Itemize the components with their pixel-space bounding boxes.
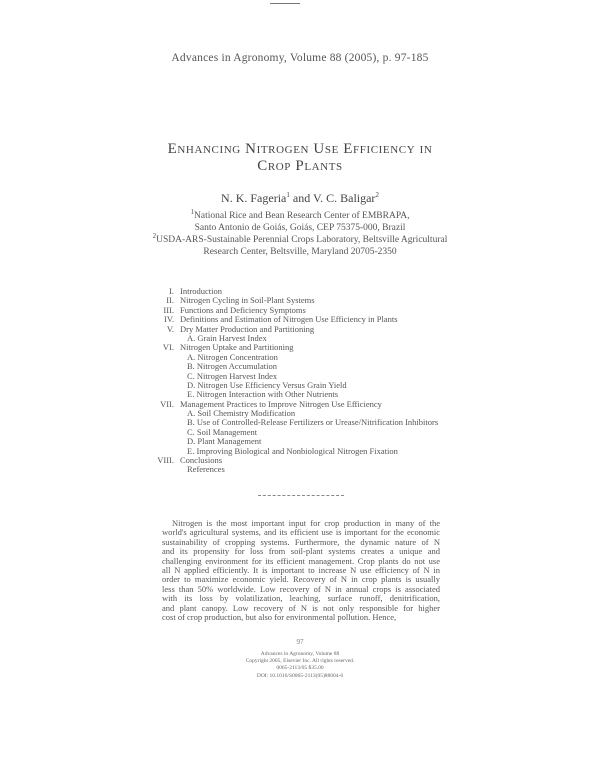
- toc-entry-number: VIII.: [157, 455, 174, 466]
- author-joiner: and: [289, 191, 313, 205]
- abstract-line: all N applied efficiently. It is important to increase N use efficiency of N in: [162, 566, 440, 576]
- affiliation-mark: 1: [190, 207, 195, 216]
- section-divider: [258, 495, 344, 496]
- toc-entry-title: B. Use of Controlled-Release Fertilizers or Urease/Nitrification Inhibitors: [187, 417, 439, 428]
- abstract-line: and plant canopy. Low recovery of N is not only responsible for higher: [162, 603, 440, 613]
- journal-citation: Advances in Agronomy, Volume 88 (2005), p. 97-185: [171, 52, 429, 64]
- abstract-paragraph: [162, 519, 440, 622]
- author-affiliation-mark: 1: [286, 191, 290, 199]
- abstract-line: sustainability of cropping systems. Furthermore, the dynamic nature of N: [162, 537, 440, 547]
- page-number: 97: [296, 638, 304, 646]
- toc-entry-title: C. Soil Management: [187, 426, 258, 437]
- author-list: [0, 191, 600, 206]
- toc-entry-title: A. Soil Chemistry Modification: [187, 408, 296, 419]
- affiliation-line: [0, 207, 600, 222]
- affiliation-text: National Rice and Bean Research Center of EMBRAPA,: [194, 211, 410, 221]
- toc-entry-number: V.: [166, 323, 174, 334]
- footer-line: Advances in Agronomy, Volume 88: [260, 651, 340, 657]
- toc-entry-title: A. Grain Harvest Index: [187, 332, 267, 343]
- toc-entry: [150, 465, 440, 474]
- abstract-line: and its propensity for loss from soil-plant systems creates a unique and: [162, 547, 440, 557]
- toc-entry-title: Nitrogen Uptake and Partitioning: [180, 342, 294, 353]
- footer-line: DOI: 10.1016/S0065-2113(05)88004-6: [256, 673, 344, 679]
- toc-entry-title: D. Nitrogen Use Efficiency Versus Grain Yield: [187, 379, 347, 390]
- abstract-line: challenging environment for its efficient management. Crop plants do not use: [162, 556, 440, 566]
- toc-entry-number: VII.: [160, 398, 174, 409]
- paper-title-line-1: Enhancing Nitrogen Use Efficiency in: [167, 141, 433, 157]
- toc-entry-title: B. Nitrogen Accumulation: [187, 361, 277, 372]
- footer-line: Copyright 2005, Elsevier Inc. All rights reserved.: [245, 658, 355, 664]
- toc-entry-title: D. Plant Management: [187, 436, 262, 447]
- toc-entry-title: Nitrogen Cycling in Soil-Plant Systems: [180, 295, 315, 306]
- toc-entry-number: I.: [169, 286, 174, 296]
- author-affiliation-mark: 2: [375, 191, 379, 199]
- toc-entry-number: IV.: [164, 314, 174, 325]
- affiliation-text: Santo Antonio de Goiás, Goiás, CEP 75375-000, Brazil: [194, 223, 406, 233]
- toc-entry-number: VI.: [162, 342, 174, 353]
- toc-entry-title: Functions and Deficiency Symptoms: [180, 304, 306, 315]
- toc-entry-title: Management Practices to Improve Nitrogen Use Efficiency: [180, 398, 382, 409]
- toc-entry-title: A. Nitrogen Concentration: [187, 351, 278, 362]
- affiliation-line: [0, 222, 600, 234]
- toc-entry-title: Introduction: [180, 286, 223, 296]
- abstract-line: world's agricultural systems, and its efficient use is important for the economic: [162, 528, 440, 538]
- toc-entry-number: III.: [163, 304, 174, 315]
- toc-entry-title: E. Improving Biological and Nonbiological Nitrogen Fixation: [187, 445, 398, 456]
- toc-entry-title: Definitions and Estimation of Nitrogen Use Efficiency in Plants: [180, 314, 398, 325]
- footer-line: 0065-2113/05 $35.00: [276, 665, 324, 671]
- author-name: V. C. Baligar: [312, 191, 376, 205]
- toc-entry-title: References: [187, 464, 225, 475]
- abstract-line: order to maximize economic yield. Recovery of N in crop plants is usually: [162, 575, 440, 585]
- paper-title-line-2: Crop Plants: [257, 158, 343, 174]
- affiliation-line: [0, 231, 600, 246]
- toc-entry-number: II.: [166, 295, 174, 306]
- abstract-line: less than 50% worldwide. Low recovery of N in annual crops is associated: [162, 584, 440, 594]
- affiliation-text: USDA-ARS-Sustainable Perennial Crops Laboratory, Beltsville Agricultural: [156, 235, 448, 245]
- abstract-line: Nitrogen is the most important input for crop production in many of the: [172, 519, 440, 528]
- toc-entry-title: Dry Matter Production and Partitioning: [180, 323, 315, 334]
- toc-entry-title: Conclusions: [180, 455, 223, 466]
- affiliation-mark: 2: [152, 231, 157, 240]
- toc-entry-title: C. Nitrogen Harvest Index: [187, 370, 278, 381]
- affiliation-text: Research Center, Beltsville, Maryland 20705-2350: [203, 247, 397, 257]
- toc-entry-title: E. Nitrogen Interaction with Other Nutrients: [187, 389, 339, 400]
- abstract-line: cost of crop production, but also for environmental pollution. Hence,: [162, 613, 397, 623]
- affiliation-line: [0, 246, 600, 258]
- top-rule: [270, 3, 300, 4]
- abstract-line: with its loss by volatilization, leaching, surface runoff, denitrification,: [162, 594, 440, 604]
- table-of-contents: [150, 287, 440, 475]
- author-name: N. K. Fageria: [221, 191, 287, 205]
